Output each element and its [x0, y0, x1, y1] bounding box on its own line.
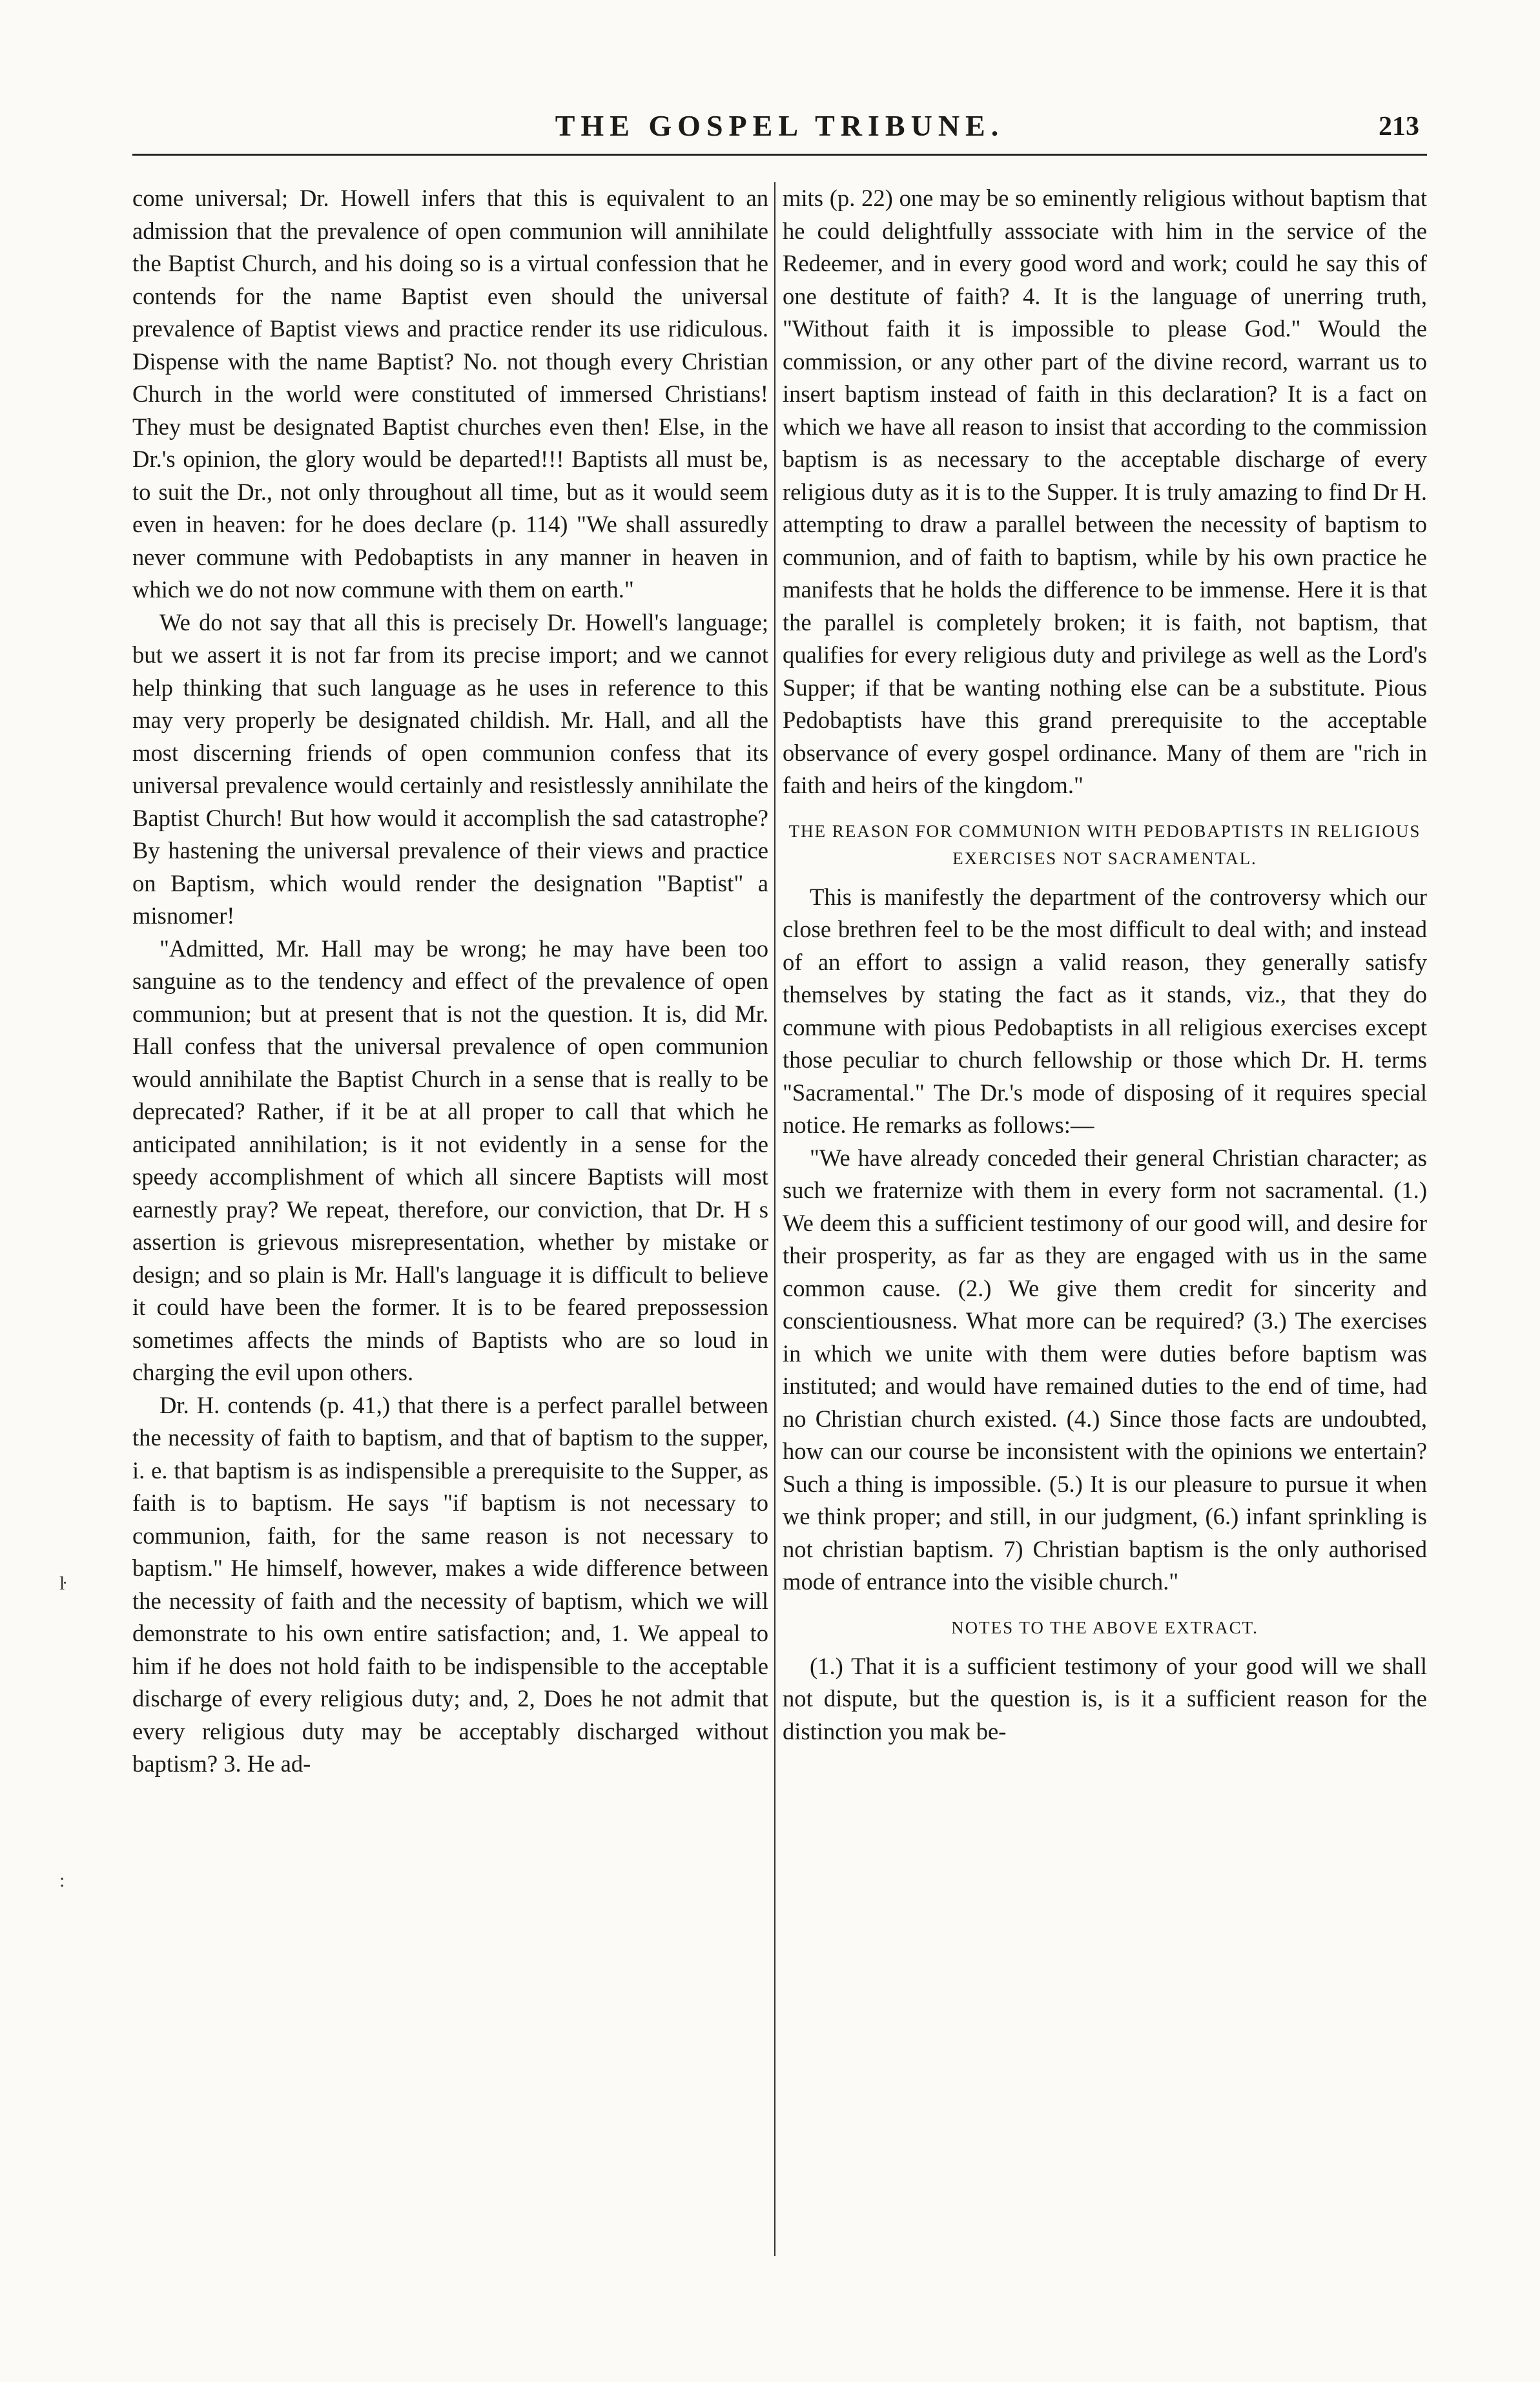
left-column [132, 182, 768, 2256]
right-column [783, 182, 1427, 2256]
running-title: THE GOSPEL TRIBUNE. [555, 109, 1005, 142]
left-paragraph-3: "Admitted, Mr. Hall may be wrong; he may have been too sanguine as to the tendency and effect of the prevalence of open communion; but at present that is not the question. It is, did Mr. Hall confess that the universal prevalence of open communion would annihilate the Baptist Church in a sense that is really to be deprecated? Rather, if it be at all proper to call that which he anticipated annihilation; is it not evidently in a sense for the speedy accomplishment of which all sincere Baptists will most earnestly pray? We repeat, therefore, our conviction, that Dr. H s assertion is grievous misrepresentation, whether by mistake or design; and so plain is Mr. Hall's language it is difficult to believe it could have been the former. It is to be feared prepossession sometimes affects the minds of Baptists who are so loud in charging the evil upon others. [132, 935, 768, 1385]
right-paragraph-4: (1.) That it is a sufficient testimony of your good will we shall not dispute, but the question is, is it a sufficient reason for the distinction you mak be- [783, 1652, 1427, 1745]
section-heading-notes: NOTES TO THE ABOVE EXTRACT. [951, 1617, 1258, 1637]
section-heading-reason: THE REASON FOR COMMUNION WITH PEDOBAPTISTS IN RELIGIOUS EXERCISES NOT SACRAMENTAL. [788, 821, 1421, 868]
left-paragraph-1: come universal; Dr. Howell infers that this is equivalent to an admission that the prevalence of open communion will annihilate the Baptist Church, and his doing so is a virtual confession that he contends for the name Baptist even should the universal prevalence of Baptist views and practice render its use ridiculous. Dispense with the name Baptist? No. not though every Christian Church in the world were constituted of immersed Christians! They must be designated Baptist churches even then! Else, in the Dr.'s opinion, the glory would be departed!!! Baptists all must be, to suit the Dr., not only throughout all time, but as it would seem even in heaven: for he does declare (p. 114) "We shall assuredly never commune with Pedobaptists in any manner in heaven in which we do not now commune with them on earth." [132, 185, 768, 603]
page-number: 213 [1379, 112, 1419, 141]
right-paragraph-1: mits (p. 22) one may be so eminently religious without baptism that he could delightfully asssociate with him in the service of the Redeemer, and in every good word and work; could he say this of one destitute of faith? 4. It is the language of unerring truth, "Without faith it is impossible to please God." Would the commission, or any other part of the divine record, warrant us to insert baptism instead of faith in this declaration? It is a fact on which we have all reason to insist that according to the commission baptism is as necessary to the acceptable discharge of every religious duty as it is to the Supper. It is truly amazing to find Dr H. attempting to draw a parallel between the necessity of baptism to communion, and of faith to baptism, while by his own practice he manifests that he holds the difference to be immense. Here it is that the parallel is completely broken; it is faith, not baptism, that qualifies for every religious duty and privilege as well as the Lord's Supper; if that be wanting nothing else can be a substitute. Pious Pedobaptists have this grand prerequisite to the acceptable observance of every gospel ordinance. Many of them are "rich in faith and heirs of the kingdom." [783, 185, 1427, 798]
margin-mark: ŀ [59, 1573, 67, 1594]
right-paragraph-2: This is manifestly the department of the controversy which our close brethren feel to be the most difficult to deal with; and instead of an effort to assign a valid reason, they generally satisfy themselves by stating the fact as it stands, viz., that they do commune with pious Pedobaptists in all religious exercises except those peculiar to church fellowship or those which Dr. H. terms "Sacramental." The Dr.'s mode of disposing of it requires special notice. He remarks as follows:— [783, 883, 1427, 1138]
left-paragraph-4: Dr. H. contends (p. 41,) that there is a perfect parallel between the necessity of faith to baptism, and that of baptism to the supper, i. e. that baptism is as indispensible a prerequisite to the Supper, as faith is to baptism. He says "if baptism is not necessary to communion, faith, for the same reason is not necessary to baptism." He himself, however, makes a wide difference between the necessity of faith and the necessity of baptism, which we will demonstrate to his own entire satisfaction; and, 1. We appeal to him if he does not hold faith to be indispensible to the acceptable discharge of every religious duty; and, 2, Does he not admit that every religious duty may be acceptably discharged without baptism? 3. He ad- [132, 1391, 768, 1777]
column-divider [774, 182, 775, 2256]
header-rule [132, 154, 1427, 156]
right-paragraph-3: "We have already conceded their general Christian character; as such we fraternize with them in every form not sacramental. (1.) We deem this a sufficient testimony of our good will, and desire for their prosperity, as far as they are engaged with us in the same common cause. (2.) We give them credit for sincerity and conscientiousness. What more can be required? (3.) The exercises in which we unite with them were duties before baptism was instituted; and would have remained duties to the end of time, had no Christian church existed. (4.) Since those facts are undoubted, how can our course be inconsistent with the opinions we entertain? Such a thing is impossible. (5.) It is our pleasure to pursue it when we think proper; and still, in our judgment, (6.) infant sprinkling is not christian baptism. 7) Christian baptism is the only authorised mode of entrance into the visible church." [783, 1144, 1427, 1595]
margin-mark: : [59, 1870, 65, 1891]
page-header [132, 97, 1427, 149]
left-paragraph-2: We do not say that all this is precisely Dr. Howell's language; but we assert it is not far from its precise import; and we cannot help thinking that such language as he uses in reference to this may very properly be designated childish. Mr. Hall, and all the most discerning friends of open communion confess that its universal prevalence would certainly and resistlessly annihilate the Baptist Church! But how would it accomplish the sad catastrophe? By hastening the universal prevalence of their views and practice on Baptism, which would render the designation "Baptist" a misnomer! [132, 608, 768, 929]
